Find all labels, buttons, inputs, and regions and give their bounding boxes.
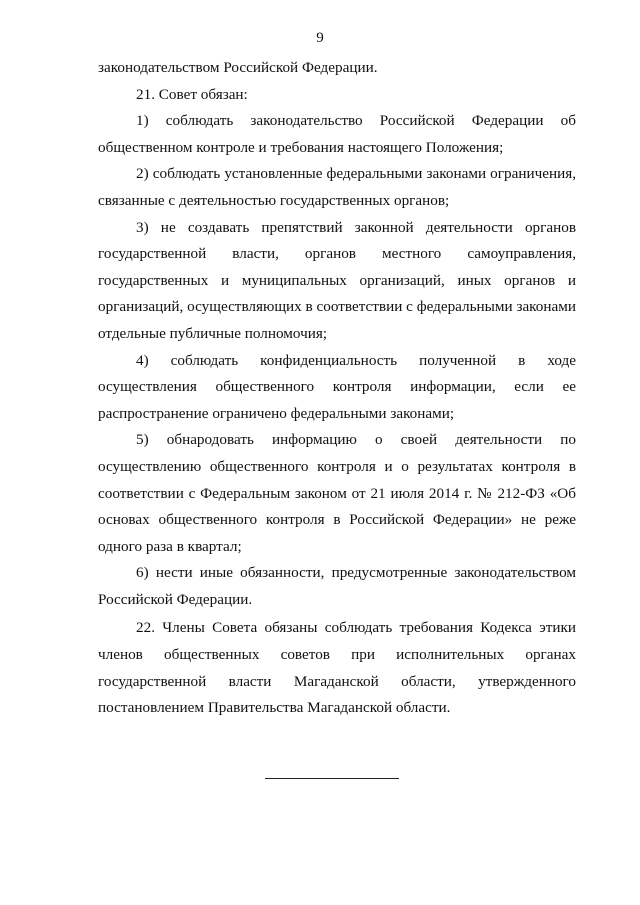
end-separator-line [265,778,399,779]
clause-21-item-1: 1) соблюдать законодательство Российской Федерации об общественном контроле и требования настоящего Положения; [98,112,576,156]
clause-21-item-5: 5) обнародовать информацию о своей деятельности по осуществлению общественного контроля и о результатах контроля в соответствии с Федеральным законом от 21 июля 2014 г. № 212-ФЗ «Об основах общественного контроля в Российской Федерации» не реже одного раза в квартал; [98,431,576,555]
document-body [98,55,576,722]
paragraph-continuation: законодательством Российской Федерации. [98,59,378,76]
clause-21-item-6: 6) нести иные обязанности, предусмотренные законодательством Российской Федерации. [98,564,576,608]
clause-21-item-3: 3) не создавать препятствий законной деятельности органов государственной власти, органов местного самоуправления, государственных и муниципальных организаций, иных органов и организаций, осуществляющих в соответствии с федеральными законами отдельные публичные полномочия; [98,218,576,342]
clause-21-item-4: 4) соблюдать конфиденциальность полученной в ходе осуществления общественного контроля информации, если ее распространение ограничено федеральными законами; [98,351,576,422]
clause-21-heading: 21. Совет обязан: [136,85,248,103]
page-number: 9 [316,30,324,46]
clause-21-item-2: 2) соблюдать установленные федеральными законами ограничения, связанные с деятельностью государственных органов; [98,165,576,209]
clause-22: 22. Члены Совета обязаны соблюдать требования Кодекса этики членов общественных советов при исполнительных органах государственной власти Магаданской области, утвержденного постановлением Правительства Магаданской области. [98,619,576,717]
